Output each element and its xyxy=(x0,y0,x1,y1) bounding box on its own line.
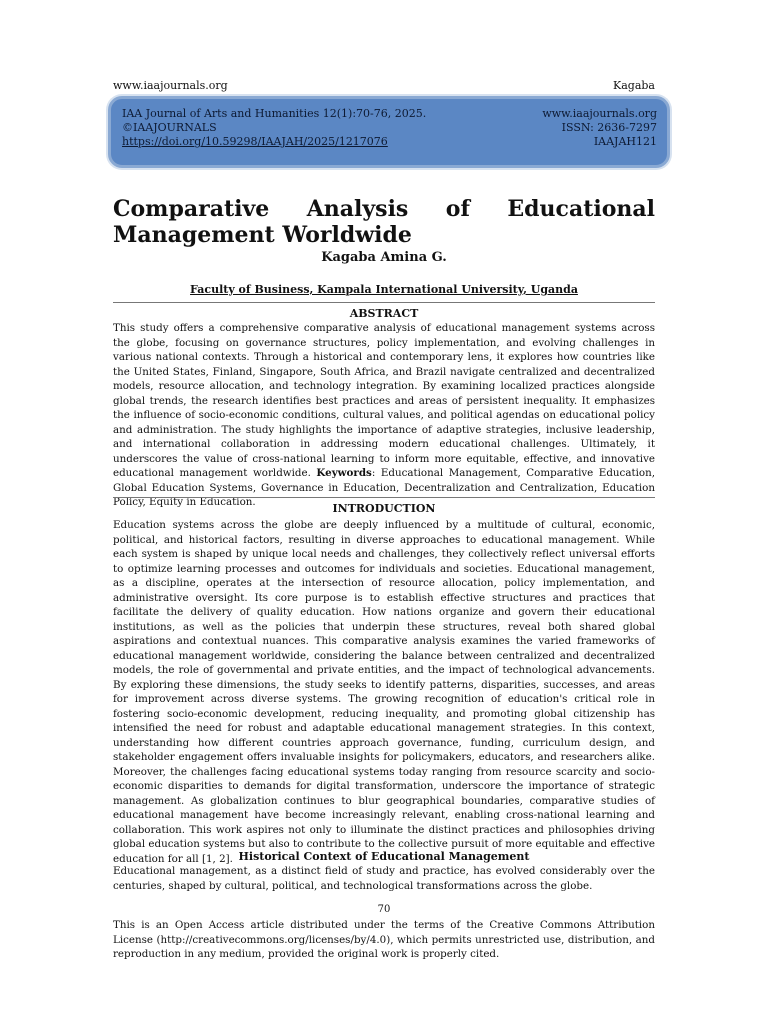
divider xyxy=(113,302,655,303)
header-author: Kagaba xyxy=(613,79,655,92)
abstract-body: This study offers a comprehensive comparative analysis of educational management systems across the globe, focusing on governance structures, policy implementation, and evolving challenges in various national contexts. Through a historical and contemporary lens, it explores how countries like the United States, Finland, Singapore, South Africa, and Brazil navigate centralized and decentralized models, resource allocation, and technology integration. By examining localized practices alongside global trends, the research identifies best practices and areas of persistent inequality. It emphasizes the influence of socio-economic conditions, cultural values, and political agendas on educational policy and administration. The study highlights the importance of adaptive strategies, inclusive leadership, and international collaboration in addressing modern educational challenges. Ultimately, it underscores the value of cross-national learning to inform more equitable, effective, and innovative educational management worldwide. xyxy=(113,322,655,479)
license-notice: This is an Open Access article distributed under the terms of the Creative Commons Attribution License (http://creativecommons.org/licenses/by/4.0), which permits unrestricted use, distribution, and reproduction in any medium, provided the original work is properly cited. xyxy=(113,919,655,960)
introduction-text: Education systems across the globe are deeply influenced by a multitude of cultural, economic, political, and historical factors, resulting in diverse approaches to educational management. While each system is shaped by unique local needs and challenges, they collectively reflect universal efforts to optimize learning processes and outcomes for individuals and societies. Educational management, as a discipline, operates at the intersection of resource allocation, policy implementation, and administrative oversight. Its core purpose is to establish effective structures and practices that facilitate the delivery of quality education. How nations organize and govern their educational institutions, as well as the policies that underpin these structures, reveal both shared global aspirations and contextual nuances. This comparative analysis examines the varied frameworks of educational management worldwide, considering the balance between centralized and decentralized models, the role of governmental and private entities, and the impact of technological advancements. By exploring these dimensions, the study seeks to identify patterns, disparities, successes, and areas for improvement across diverse systems. The growing recognition of education's critical role in fostering socio-economic development, reducing inequality, and promoting global citizenship has intensified the need for robust and adaptable educational management strategies. In this context, understanding how different countries approach governance, funding, curriculum design, and stakeholder engagement offers invaluable insights for policymakers, educators, and researchers alike. Moreover, the challenges facing educational systems today ranging from resource scarcity and socio-economic disparities to demands for digital transformation, underscore the importance of strategic management. As globalization continues to blur geographical boundaries, comparative studies of educational management have become increasingly relevant, enabling cross-national learning and collaboration. This work aspires not only to illuminate the distinct practices and philosophies driving global education systems but also to contribute to the collective pursuit of more equitable and effective education for all [1, 2]. xyxy=(113,519,655,865)
header-website[interactable]: www.iaajournals.org xyxy=(113,79,228,92)
divider xyxy=(113,497,655,498)
doi-link[interactable]: https://doi.org/10.59298/IAAJAH/2025/1217076 xyxy=(122,135,388,148)
running-header xyxy=(113,79,655,92)
introduction-heading: INTRODUCTION xyxy=(332,502,436,515)
abstract-heading: ABSTRACT xyxy=(349,307,419,320)
keywords-list: : Educational Management, Comparative Education, Global Education Systems, Governance in Education, Decentralization and Centralization, Education Policy, Equity in Education. xyxy=(113,467,655,508)
paper-title: Comparative Analysis of Educational Management Worldwide xyxy=(113,196,655,248)
historical-context-heading: Historical Context of Educational Management xyxy=(238,850,530,863)
historical-context-text: Educational management, as a distinct field of study and practice, has evolved considerably over the centuries, shaped by cultural, political, and technological transformations across the globe. xyxy=(113,865,655,892)
article-code: IAAJAH121 xyxy=(593,135,657,148)
copyright-notice: ©IAAJOURNALS xyxy=(122,121,217,134)
author-affiliation: Faculty of Business, Kampala International University, Uganda xyxy=(190,283,578,296)
issn: ISSN: 2636-7297 xyxy=(561,121,657,134)
abstract-text xyxy=(113,321,655,510)
journal-citation: IAA Journal of Arts and Humanities 12(1):70-76, 2025. xyxy=(122,107,427,120)
banner-left xyxy=(122,107,426,149)
author-name: Kagaba Amina G. xyxy=(321,250,447,265)
banner-right xyxy=(542,107,657,149)
banner-website[interactable]: www.iaajournals.org xyxy=(542,107,657,120)
page-number: 70 xyxy=(377,904,391,915)
keywords-label: Keywords xyxy=(316,467,372,479)
journal-banner xyxy=(108,96,670,168)
